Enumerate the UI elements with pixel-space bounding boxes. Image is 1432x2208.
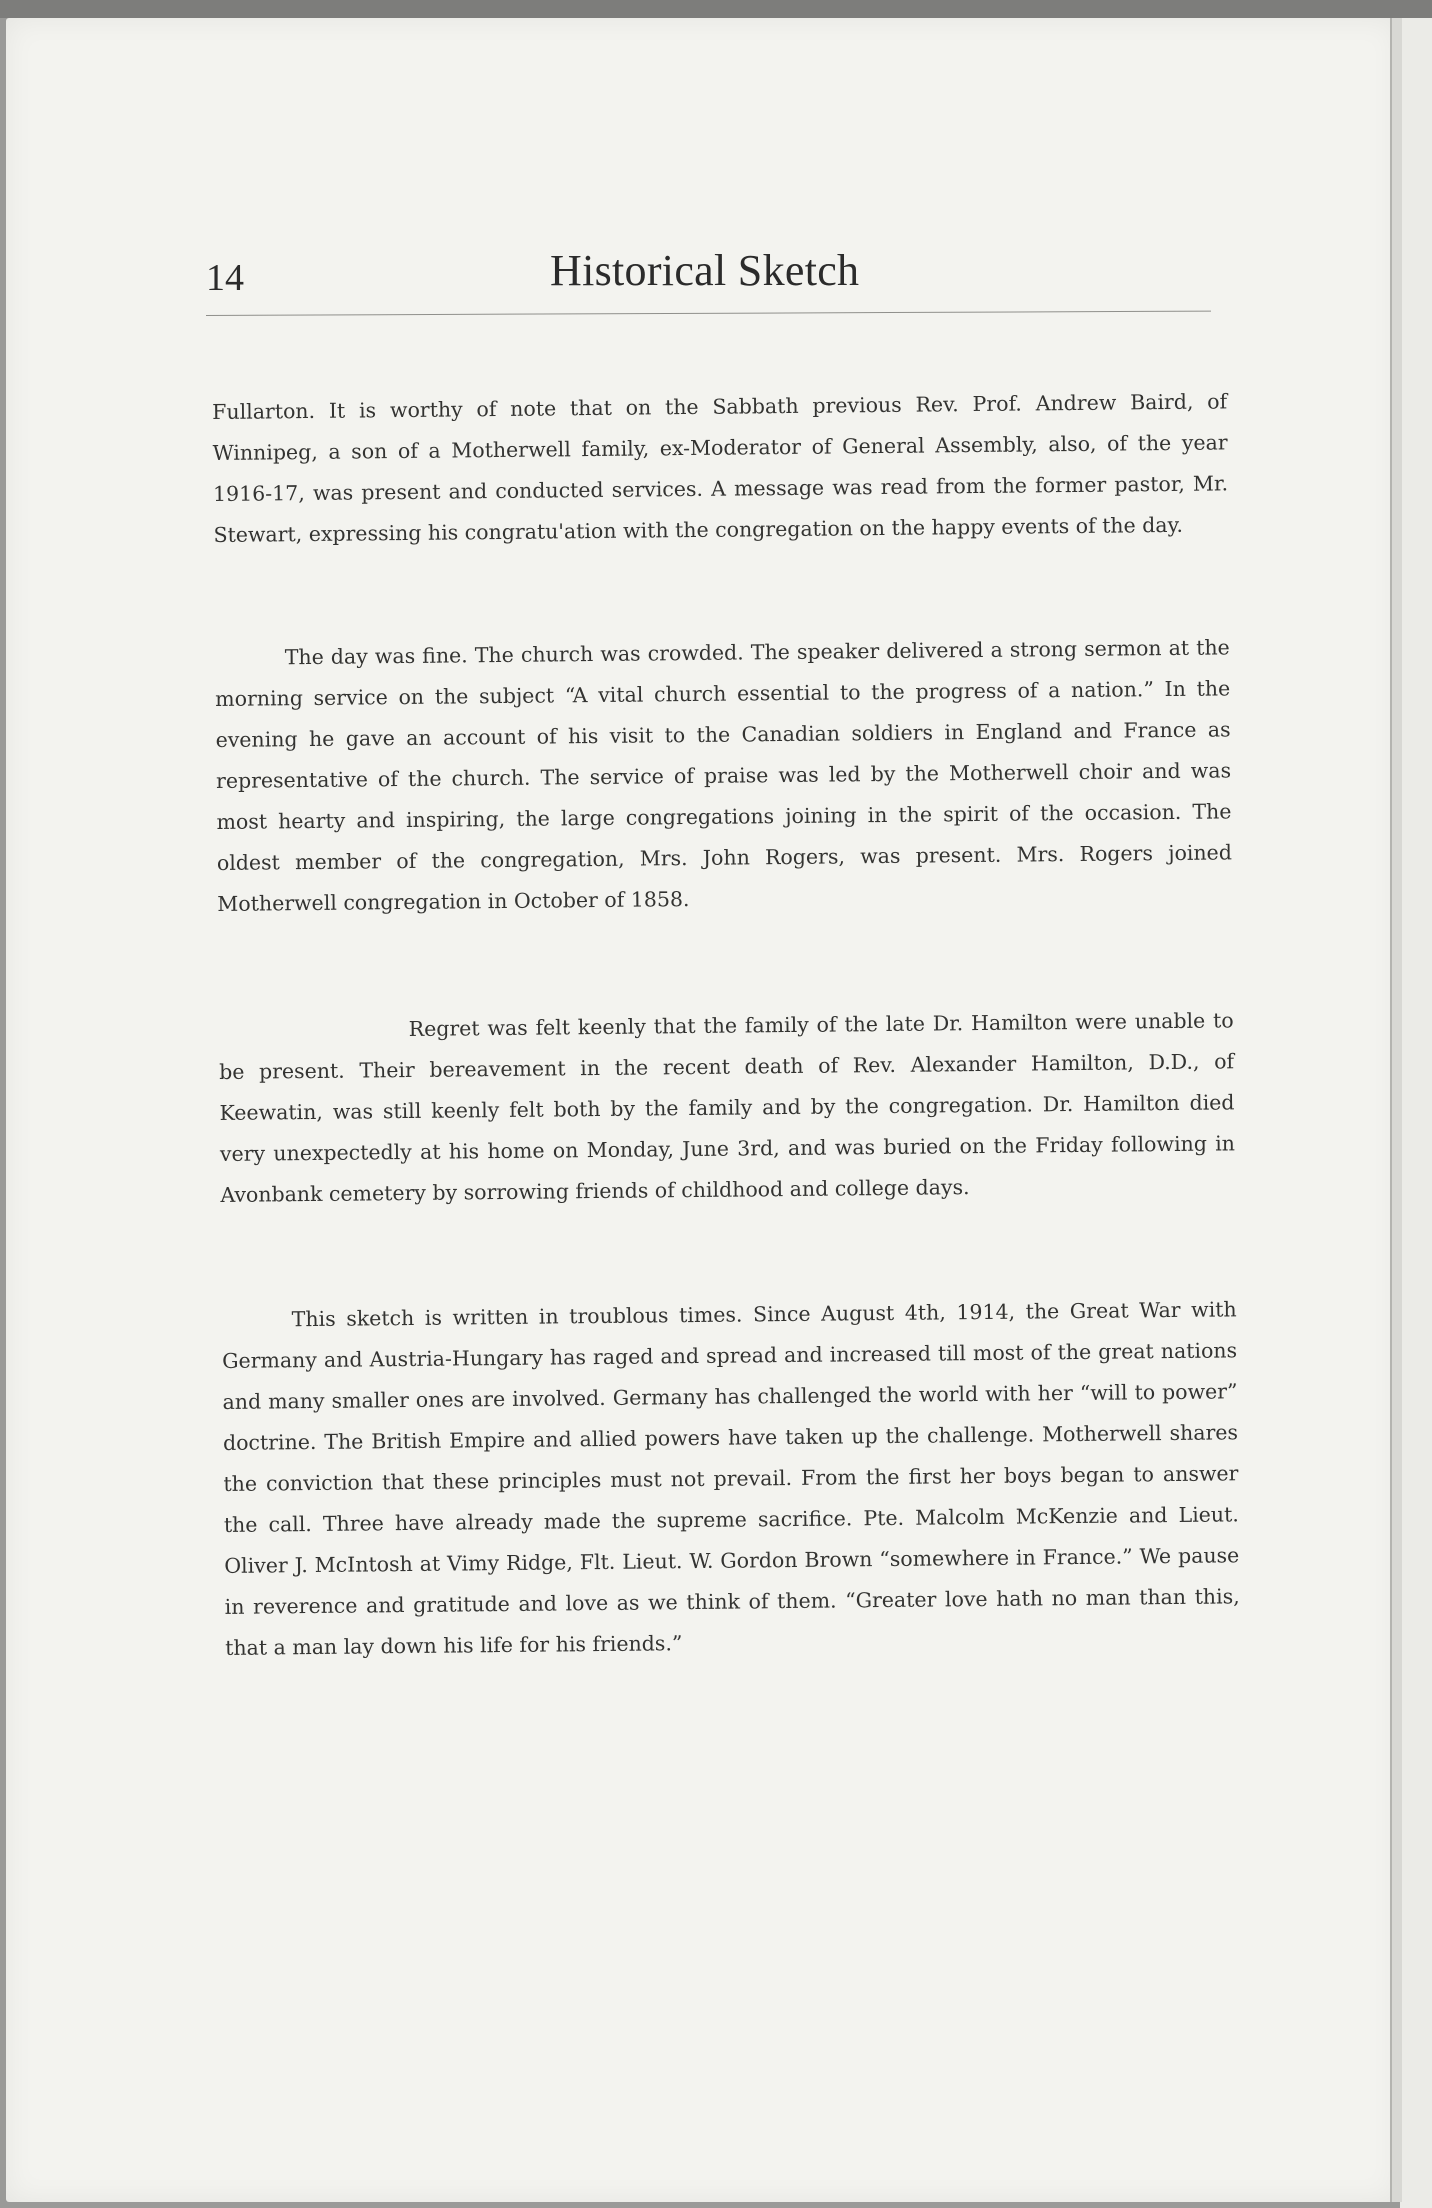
paragraph-troublous-times: This sketch is written in troublous times. Since August 4th, 1914, the Great War with Germany and Austria-Hungary has raged and spread and increased till most of the great nations and many smaller ones are involved. Germany has challenged the world with her “will to power” doctrine. The British Empire and allied powers have taken up the challenge. Motherwell shares the conviction that these principles must not prevail. From the first her boys began to answer the call. Three have already made the supreme sacrifice. Pte. Malcolm McKenzie and Lieut. Oliver J. McIntosh at Vimy Ridge, Flt. Lieut. W. Gordon Brown “somewhere in France.” We pause in reverence and gratitude and love as we think of them. “Greater love hath no man than this, that a man lay down his life for his friends.” <box>222 1297 1240 1660</box>
paragraph-day-was-fine: The day was fine. The church was crowded. The speaker delivered a strong sermon at the morning service on the subject “A vital church essential to the progress of a nation.” In the evening he gave an account of his visit to the Canadian soldiers in England and France as representative of the church. The service of praise was led by the Motherwell choir and was most hearty and inspiring, the large congregations joining in the spirit of the occasion. The oldest member of the congregation, Mrs. John Rogers, was present. Mrs. Rogers joined Motherwell congregation in October of 1858. <box>215 635 1233 916</box>
scan-border-top <box>0 0 1432 18</box>
paragraph-regret: Regret was felt keenly that the family of the late Dr. Hamilton were unable to be present. Their bereavement in the recent death of Rev. Alexander Hamilton, D.D., of Keewatin, was still keenly felt both by the family and by the congregation. Dr. Hamilton died very unexpectedly at his home on Monday, June 3rd, and was buried on the Friday following in Avonbank cemetery by sorrowing friends of childhood and college days. <box>218 1008 1236 1207</box>
running-head: Historical Sketch <box>550 246 860 295</box>
paragraph-fullarton: Fullarton. It is worthy of note that on the Sabbath previous Rev. Prof. Andrew Baird, of Winnipeg, a son of a Motherwell family, ex-Moderator of General Assembly, also, of the year 1916-17, was present and conducted services. A message was read from the former pastor, Mr. Stewart, expressing his congratu'ation with the congregation on the happy events of the day. <box>212 389 1229 547</box>
adjacent-page-edge <box>1400 18 1432 2208</box>
page-number: 14 <box>206 257 244 299</box>
body-text <box>212 381 1240 1669</box>
page-binding-edge <box>1390 18 1402 2202</box>
